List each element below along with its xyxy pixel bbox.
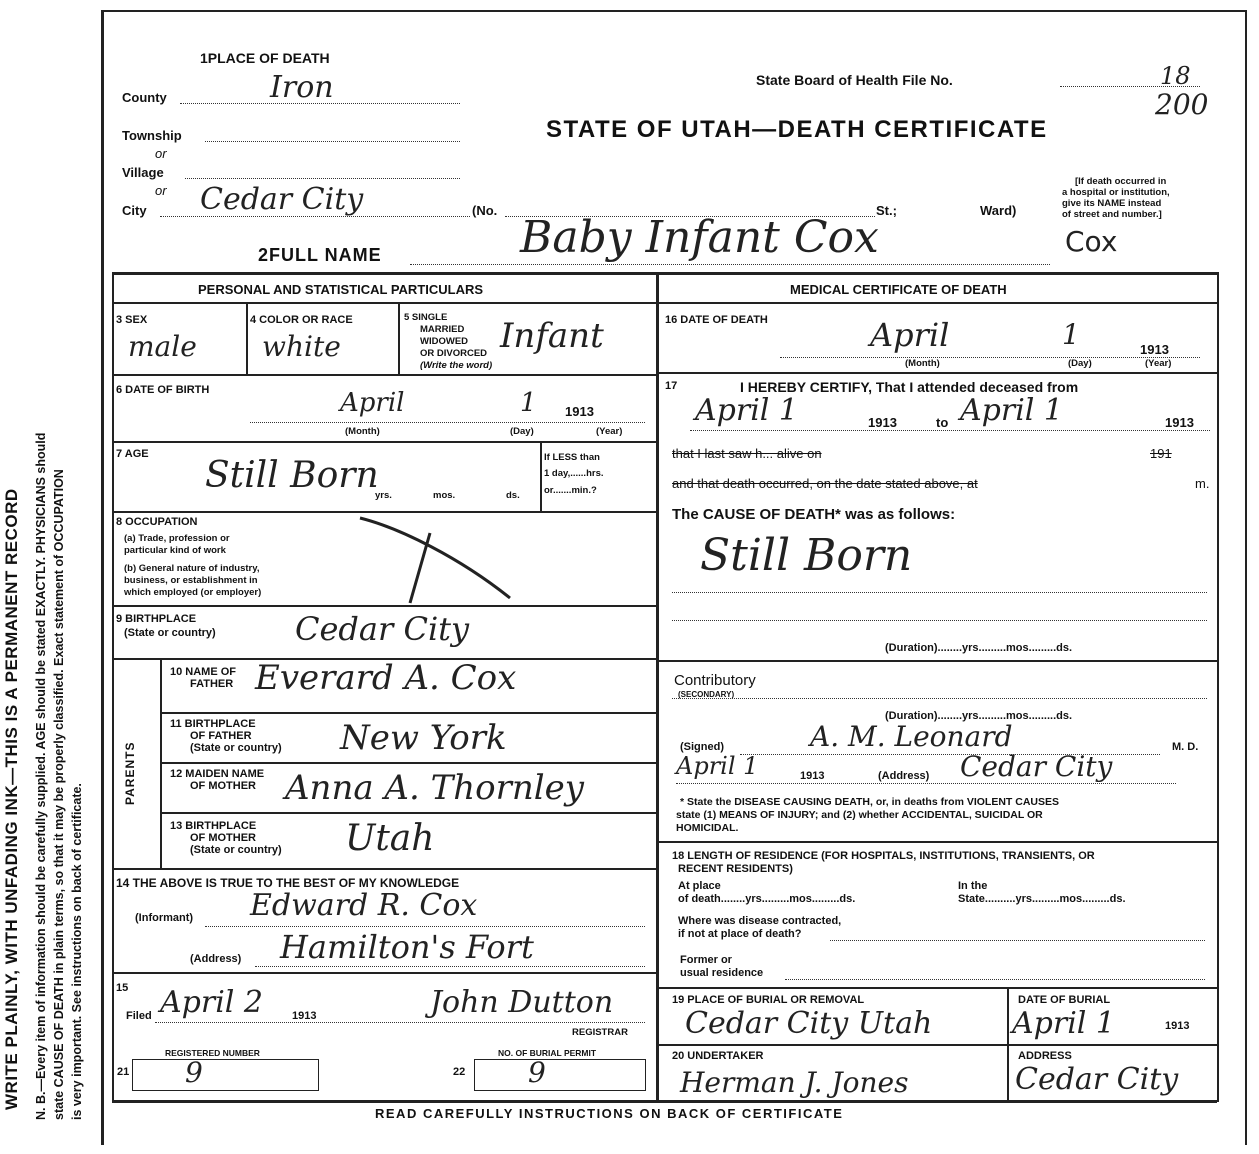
undertaker-address-label: ADDRESS (1018, 1050, 1072, 1062)
file-no-label: State Board of Health File No. (756, 72, 953, 88)
sidebar-line-1: N. B.—Every item of information should be carefully supplied. AGE should be stated EXACTLY. PHYSICIANS should (34, 432, 48, 1120)
if-not-label: if not at place of death? (678, 928, 802, 940)
less-than-3: or.......min.? (544, 485, 597, 496)
former-label-2: usual residence (680, 967, 764, 979)
burial-permit-box (474, 1059, 646, 1091)
sign-address-label: (Address) (878, 770, 930, 782)
dod-day: 1 (1062, 318, 1080, 351)
last-saw-year: 191 (1150, 446, 1172, 461)
marital-label-4: OR DIVORCED (420, 348, 488, 359)
center-divider (656, 272, 659, 1102)
father-bp-label-1: 11 BIRTHPLACE (170, 718, 256, 730)
filed-label: Filed (126, 1010, 152, 1022)
in-the-label: In the (958, 880, 988, 892)
footnote-2: state (1) MEANS OF INJURY; and (2) whether ACCIDENTAL, SUICIDAL OR (676, 809, 1043, 821)
top-border (101, 10, 1246, 12)
hospital-note-1: [If death occurred in (1075, 176, 1167, 187)
full-name-line (410, 264, 1050, 265)
father-bp-label-2: OF FATHER (190, 730, 252, 742)
city-label: City (122, 203, 147, 218)
undertaker-label: 20 UNDERTAKER (672, 1050, 764, 1062)
father-label-1: 10 NAME OF (170, 666, 237, 678)
where-contracted-label: Where was disease contracted, (678, 915, 842, 927)
sidebar-line-2: state CAUSE OF DEATH in plain terms, so that it may be properly classified. Exact statement of OCCUPATION (52, 469, 66, 1120)
occupation-a2: particular kind of work (124, 545, 226, 556)
mother-label-1: 12 MAIDEN NAME (170, 768, 265, 780)
township-label: Township (122, 128, 182, 143)
filed-value: April 2 (160, 985, 264, 1020)
instructions-sidebar (0, 0, 100, 1154)
father-bp-label-3: (State or country) (190, 742, 282, 754)
body-top-rule (112, 272, 1217, 275)
secondary-label: (SECONDARY) (678, 690, 735, 699)
rule-personal-3 (112, 441, 656, 443)
mother-bp-label-2: OF MOTHER (190, 832, 256, 844)
informant-address-value: Hamilton's Fort (280, 928, 534, 966)
informant-label: (Informant) (135, 912, 194, 924)
hospital-note-2: a hospital or institution, (1062, 187, 1170, 198)
death-occurred-text: and that death occurred, on the date stated above, at (672, 476, 978, 491)
father-label-2: FATHER (190, 678, 234, 690)
footnote-3: HOMICIDAL. (676, 822, 739, 834)
dob-month: April (340, 388, 405, 418)
contributory-line (672, 698, 1207, 699)
dod-year: 1913 (1140, 342, 1169, 357)
state-label: State..........yrs.........mos.........ds. (958, 893, 1126, 905)
burial-date-value: April 1 (1012, 1006, 1116, 1041)
birthplace-label: 9 BIRTHPLACE (116, 613, 197, 625)
street-label: St.; (876, 203, 897, 218)
dod-month-label: (Month) (905, 358, 940, 369)
at-place-label: At place (678, 880, 721, 892)
occupation-b1: (b) General nature of industry, (124, 563, 260, 574)
residence-label: 18 LENGTH OF RESIDENCE (FOR HOSPITALS, INSTITUTIONS, TRANSIENTS, OR (672, 850, 1095, 862)
burial-value: Cedar City Utah (685, 1006, 933, 1041)
rule-medical-3 (656, 660, 1217, 662)
dob-year: 1913 (565, 404, 594, 419)
color-value: white (262, 330, 341, 363)
filed-num: 15 (116, 982, 129, 994)
full-name-label: 2FULL NAME (258, 245, 382, 265)
less-than-2: 1 day,......hrs. (544, 468, 604, 479)
marital-label-2: MARRIED (420, 324, 465, 335)
street-no-label: (No. (472, 203, 498, 218)
informant-address-line (255, 966, 645, 967)
former-line (785, 979, 1205, 980)
filed-year: 1913 (292, 1010, 317, 1022)
dod-month: April (870, 316, 950, 354)
less-than-1: If LESS than (544, 452, 600, 463)
rule-color-marital (398, 302, 400, 374)
informant-address-label: (Address) (190, 953, 242, 965)
certificate-title: STATE OF UTAH—DEATH CERTIFICATE (546, 116, 1048, 143)
reg-number-box (132, 1059, 319, 1091)
duration-1: (Duration)........yrs.........mos.........ds. (885, 642, 1073, 654)
rule-medical-1 (656, 302, 1217, 304)
signed-value: A. M. Leonard (810, 720, 1013, 753)
occupation-label: 8 OCCUPATION (116, 516, 198, 528)
sign-year: 1913 (800, 770, 825, 782)
parents-label: PARENTS (123, 741, 137, 805)
certify-num: 17 (665, 380, 678, 392)
file-no-value-1: 18 (1160, 62, 1191, 90)
burial-label: 19 PLACE OF BURIAL OR REMOVAL (672, 994, 865, 1006)
hospital-note-4: of street and number.] (1062, 209, 1162, 220)
last-saw-text: that I last saw h... alive on (672, 446, 822, 461)
md-label: M. D. (1172, 741, 1199, 753)
age-value: Still Born (205, 455, 379, 496)
birthplace-value: Cedar City (295, 610, 470, 648)
marital-label-1: 5 SINGLE (404, 312, 448, 323)
rule-personal-5 (112, 605, 656, 607)
sidebar-line-3: is very important. See instructions on back of certificate. (70, 783, 84, 1120)
or-text-2: or (155, 183, 167, 198)
city-value: Cedar City (200, 182, 364, 217)
rule-mother (160, 812, 656, 814)
marital-value: Infant (500, 316, 604, 356)
age-ds: ds. (506, 490, 520, 501)
rule-medical-5 (656, 987, 1217, 989)
of-death-label: of death........yrs.........mos.........ds. (678, 893, 856, 905)
rule-personal-1 (112, 302, 656, 304)
informant-line (205, 926, 645, 927)
medical-section-title: MEDICAL CERTIFICATE OF DEATH (790, 282, 1007, 297)
marital-label-5: (Write the word) (420, 360, 493, 371)
burial-permit-value: 9 (528, 1056, 546, 1089)
rule-medical-4 (656, 841, 1217, 843)
place-of-death-heading: 1PLACE OF DEATH (200, 50, 330, 66)
dob-label: 6 DATE OF BIRTH (116, 384, 210, 396)
death-occurred-m: m. (1195, 476, 1210, 491)
cause-label: The CAUSE OF DEATH* was as follows: (672, 506, 956, 523)
mother-label-2: OF MOTHER (190, 780, 256, 792)
mother-bp-label-3: (State or country) (190, 844, 282, 856)
rule-medical-6 (656, 1044, 1217, 1046)
file-no-value-2: 200 (1155, 88, 1209, 121)
hospital-note-3: give its NAME instead (1062, 198, 1162, 209)
sidebar-main-text: WRITE PLAINLY, WITH UNFADING INK—THIS IS A PERMANENT RECORD (2, 488, 21, 1110)
undertaker-value: Herman J. Jones (680, 1066, 909, 1099)
cause-line-1 (672, 592, 1207, 593)
attended-from-year: 1913 (868, 415, 897, 430)
rule-sex-color (246, 302, 248, 374)
attended-to: April 1 (960, 393, 1064, 428)
rule-informant (112, 972, 656, 974)
dob-line (250, 422, 645, 423)
former-label-1: Former or (680, 954, 732, 966)
dod-day-label: (Day) (1068, 358, 1092, 369)
reg-number-value: 9 (185, 1056, 203, 1089)
rule-age-less (540, 441, 542, 511)
right-inner-rule (1217, 272, 1219, 1102)
mother-value: Anna A. Thornley (285, 768, 584, 808)
dod-year-label: (Year) (1145, 358, 1172, 369)
sign-address: Cedar City (960, 750, 1113, 783)
footnote-1: * State the DISEASE CAUSING DEATH, or, in deaths from VIOLENT CAUSES (680, 796, 1060, 808)
occupation-b3: which employed (or employer) (124, 587, 262, 598)
dod-label: 16 DATE OF DEATH (665, 314, 768, 326)
burial-permit-idx: 22 (453, 1066, 466, 1078)
burial-year: 1913 (1165, 1020, 1190, 1032)
rule-medical-2 (656, 372, 1217, 374)
burial-permit-label: NO. OF BURIAL PERMIT (498, 1048, 597, 1058)
or-text-1: or (155, 146, 167, 161)
contracted-line (830, 940, 1205, 941)
sex-label: 3 SEX (116, 314, 148, 326)
reg-number-label: REGISTERED NUMBER (165, 1048, 260, 1058)
mother-bp-value: Utah (345, 818, 435, 859)
burial-date-label: DATE OF BURIAL (1018, 994, 1111, 1006)
left-border (101, 10, 104, 1145)
personal-section-title: PERSONAL AND STATISTICAL PARTICULARS (198, 282, 484, 297)
marital-label-3: WIDOWED (420, 336, 469, 347)
mother-bp-label-1: 13 BIRTHPLACE (170, 820, 257, 832)
full-name-extra: Cox (1065, 225, 1118, 258)
county-label: County (122, 90, 167, 105)
age-label: 7 AGE (116, 448, 149, 460)
undertaker-address-value: Cedar City (1015, 1062, 1179, 1097)
attended-from: April 1 (695, 393, 799, 428)
left-inner-rule (112, 272, 114, 1102)
occupation-cross-mark (340, 508, 520, 608)
to-label: to (936, 415, 949, 430)
body-bottom-rule (112, 1100, 1217, 1103)
reg-number-idx: 21 (117, 1066, 130, 1078)
sign-address-line (676, 783, 1176, 784)
village-line (185, 178, 460, 179)
true-statement: 14 THE ABOVE IS TRUE TO THE BEST OF MY KNOWLEDGE (116, 876, 460, 890)
sex-value: male (128, 330, 197, 363)
cause-line-2 (672, 620, 1207, 621)
rule-father (160, 712, 656, 714)
rule-personal-2 (112, 374, 656, 376)
birthplace-sub: (State or country) (124, 627, 216, 639)
village-label: Village (122, 165, 164, 180)
color-label: 4 COLOR OR RACE (250, 314, 353, 326)
duration-2: (Duration)........yrs.........mos.........ds. (885, 710, 1073, 722)
right-border (1245, 10, 1247, 1145)
father-bp-value: New York (340, 718, 507, 758)
sign-date: April 1 (676, 752, 759, 780)
occupation-a1: (a) Trade, profession or (124, 533, 230, 544)
dob-day: 1 (520, 388, 537, 418)
full-name-value: Baby Infant Cox (520, 212, 879, 263)
ward-label: Ward) (980, 203, 1017, 218)
residence-label-2: RECENT RESIDENTS) (678, 863, 793, 875)
cause-value: Still Born (700, 530, 913, 581)
occupation-b2: business, or establishment in (124, 575, 258, 586)
signed-label: (Signed) (680, 741, 724, 753)
dob-year-label: (Year) (596, 426, 623, 437)
registrar-value: John Dutton (430, 985, 614, 1020)
age-mos: mos. (433, 490, 456, 501)
dod-line (780, 357, 1200, 358)
dob-day-label: (Day) (510, 426, 534, 437)
county-value: Iron (270, 70, 334, 105)
township-line (205, 141, 460, 142)
certify-text: I HEREBY CERTIFY, That I attended deceased from (740, 379, 1079, 395)
contributory-label: Contributory (674, 672, 756, 689)
rule-mother-bp (112, 868, 656, 870)
attended-to-year: 1913 (1165, 415, 1194, 430)
registrar-label: REGISTRAR (572, 1027, 628, 1038)
informant-value: Edward R. Cox (250, 888, 478, 923)
dob-month-label: (Month) (345, 426, 380, 437)
rule-father-bp (160, 762, 656, 764)
age-yrs: yrs. (375, 490, 392, 501)
footer-instructions: READ CAREFULLY INSTRUCTIONS ON BACK OF CERTIFICATE (375, 1106, 844, 1121)
father-value: Everard A. Cox (255, 658, 517, 698)
filed-line (155, 1022, 645, 1023)
attended-line (690, 430, 1210, 431)
